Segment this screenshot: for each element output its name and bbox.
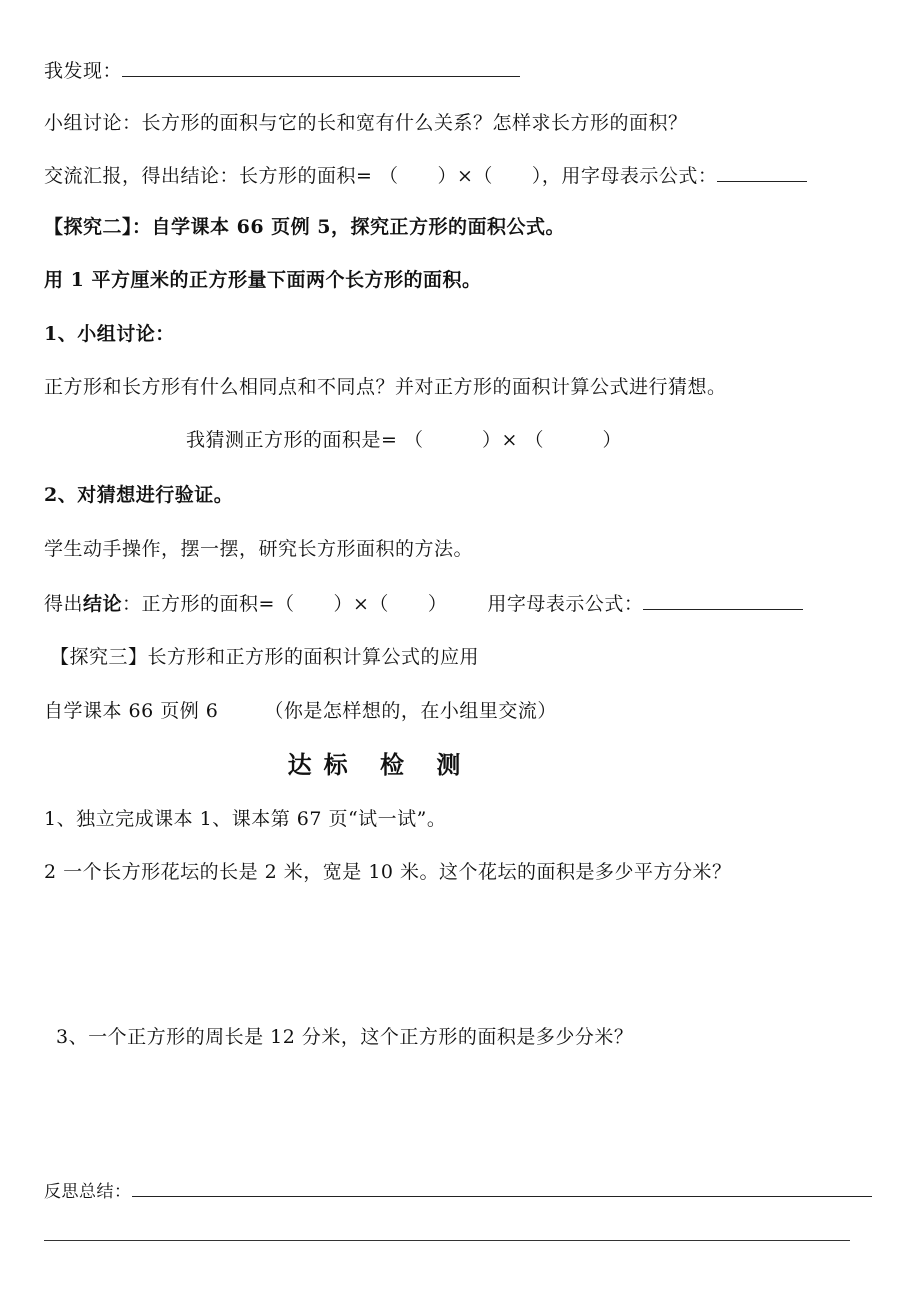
discovery-label: 我发现： [44,60,123,82]
step1-question: 正方形和长方形有什么相同点和不同点？并对正方形的面积计算公式进行猜想。 [44,376,727,398]
group-discussion-question: 小组讨论：长方形的面积与它的长和宽有什么关系？怎样求长方形的面积？ [44,112,688,134]
guess-times-sign: × [501,429,518,451]
conclusion-times-sign: × [352,593,370,615]
test-heading: 达标 检 测 [287,750,473,779]
guess-paren-2[interactable]: （ ） [524,429,622,451]
question-1: 1、独立完成课本 1、课本第 67 页“试一试”。 [44,808,447,830]
discovery-line [44,58,520,83]
guess-prefix: 我猜测正方形的面积是= [186,429,398,451]
report-formula-blank[interactable] [717,163,807,182]
explore3-title: 【探究三】长方形和正方形的面积计算公式的应用 [50,646,480,668]
conclusion-paren-2[interactable]: （ ） [369,593,448,615]
step1-title: 1、小组讨论： [44,323,175,345]
step2-activity: 学生动手操作，摆一摆，研究长方形面积的方法。 [44,538,474,560]
report-times-sign: × [456,165,474,187]
explore3-line [44,699,557,723]
conclusion-formula-label: 用字母表示公式： [487,593,644,615]
explore2-title: 【探究二】：自学课本 66 页例 5，探究正方形的面积公式。 [44,216,566,238]
reflection-line [44,1180,872,1204]
reflection-blank-1[interactable] [132,1182,872,1197]
conclusion-prefix-2: ：正方形的面积= [122,593,275,615]
conclusion-prefix-bold: 结论 [83,593,123,615]
explore3-note: （你是怎样想的，在小组里交流） [264,700,557,722]
guess-paren-1[interactable]: （ ） [403,429,502,451]
question-3: 3、一个正方形的周长是 12 分米，这个正方形的面积是多少分米？ [56,1026,634,1048]
reflection-label: 反思总结： [44,1182,132,1202]
discovery-blank[interactable] [122,58,520,77]
explore2-measure: 用 1 平方厘米的正方形量下面两个长方形的面积。 [44,269,482,291]
report-paren-width[interactable]: （ ） [473,165,542,187]
step2-title: 2、对猜想进行验证。 [44,484,234,506]
report-paren-length[interactable]: （ ） [378,165,457,187]
explore3-task: 自学课本 66 页例 6 [44,700,219,722]
question-2: 2 一个长方形花坛的长是 2 米，宽是 10 米。这个花坛的面积是多少平方分米？ [44,861,732,883]
report-prefix: 交流汇报，得出结论：长方形的面积= [44,165,373,187]
conclusion-formula-blank[interactable] [643,591,803,610]
conclusion-prefix-1: 得出 [44,593,84,615]
conclusion-paren-1[interactable]: （ ） [274,593,353,615]
conclusion-line [44,591,803,616]
report-formula-label: ，用字母表示公式： [541,165,718,187]
reflection-blank-2[interactable] [44,1240,850,1241]
guess-line [186,428,622,452]
report-line [44,163,807,188]
